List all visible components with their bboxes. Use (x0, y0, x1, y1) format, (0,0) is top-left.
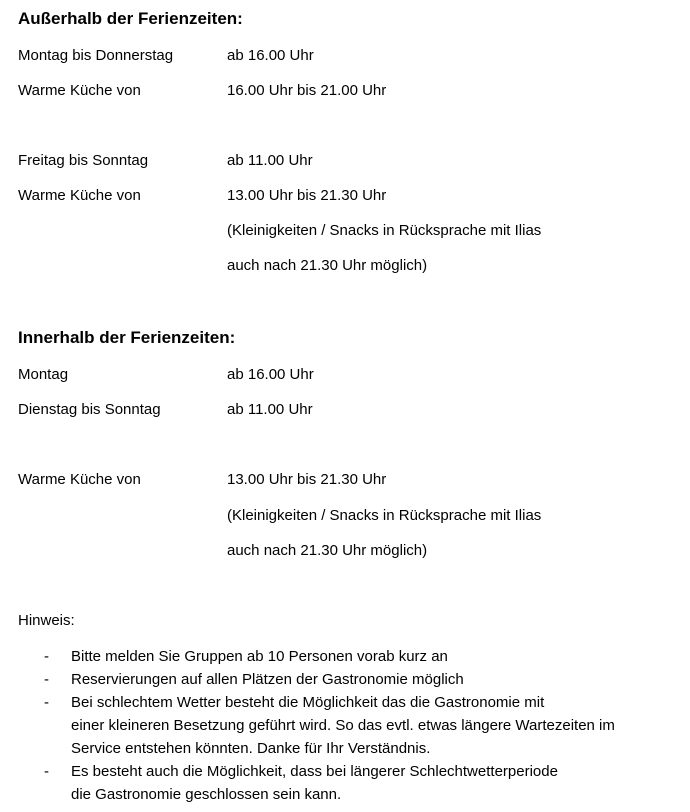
day-label: Dienstag bis Sonntag (18, 401, 161, 418)
snack-note: auch nach 21.30 Uhr möglich) (227, 257, 428, 274)
dash-marker: - (44, 671, 49, 688)
day-label: Montag bis Donnerstag (18, 47, 174, 64)
dash-marker: - (44, 694, 49, 711)
time-value: ab 16.00 Uhr (227, 366, 314, 383)
dash-marker: - (44, 648, 49, 665)
inside-holidays-heading: Innerhalb der Ferienzeiten: (18, 328, 236, 347)
hint-item-bad-weather (18, 691, 678, 760)
time-value: 16.00 Uhr bis 21.00 Uhr (227, 82, 387, 99)
hint-item-groups (18, 645, 678, 668)
day-label: Warme Küche von (18, 187, 141, 204)
outside-holidays-heading: Außerhalb der Ferienzeiten: (18, 9, 243, 28)
time-value: ab 11.00 Uhr (227, 401, 313, 418)
hint-text: Bei schlechtem Wetter besteht die Möglichkeit das die Gastronomie mit (71, 694, 545, 711)
hint-text: Es besteht auch die Möglichkeit, dass bei längerer Schlechtwetterperiode (71, 763, 558, 780)
hint-list (18, 645, 678, 806)
time-value: 13.00 Uhr bis 21.30 Uhr (227, 471, 387, 488)
hint-label: Hinweis: (18, 612, 75, 629)
hint-item-closure (18, 760, 678, 806)
day-label: Montag (18, 366, 69, 383)
day-label: Warme Küche von (18, 82, 141, 99)
dash-marker: - (44, 763, 49, 780)
time-value: 13.00 Uhr bis 21.30 Uhr (227, 187, 387, 204)
hint-text: Bitte melden Sie Gruppen ab 10 Personen vorab kurz an (71, 648, 448, 665)
snack-note: (Kleinigkeiten / Snacks in Rücksprache mit Ilias (227, 507, 542, 524)
snack-note: (Kleinigkeiten / Snacks in Rücksprache mit Ilias (227, 222, 542, 239)
hint-text: die Gastronomie geschlossen sein kann. (71, 786, 342, 803)
time-value: ab 16.00 Uhr (227, 47, 314, 64)
day-label: Freitag bis Sonntag (18, 152, 149, 169)
hint-text: einer kleineren Besetzung geführt wird. So das evtl. etwas längere Wartezeiten im (71, 717, 615, 734)
snack-note: auch nach 21.30 Uhr möglich) (227, 542, 428, 559)
hint-text: Reservierungen auf allen Plätzen der Gastronomie möglich (71, 671, 464, 688)
time-value: ab 11.00 Uhr (227, 152, 313, 169)
day-label: Warme Küche von (18, 471, 141, 488)
hint-text: Service entstehen könnten. Danke für Ihr Verständnis. (71, 740, 431, 757)
hint-item-reservations (18, 668, 678, 691)
